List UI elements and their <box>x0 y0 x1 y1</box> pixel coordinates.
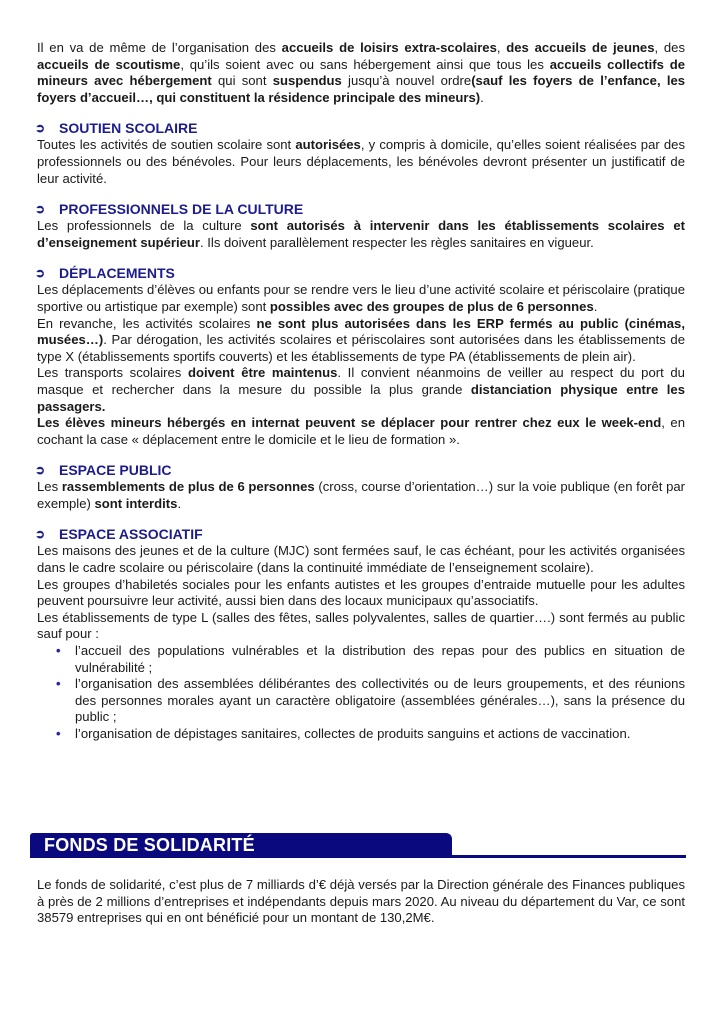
list-item-text: l’organisation de dépistages sanitaires, collectes de produits sanguins et actions de vaccination. <box>75 726 631 741</box>
section-espace-associatif <box>37 526 685 742</box>
bold-text: des accueils de jeunes <box>506 40 655 55</box>
bold-text: ne sont plus autorisées dans les ERP fermés au public (cinémas, musées…) <box>37 315 685 348</box>
bold-text: sont interdits <box>94 495 178 511</box>
text-run: Toutes les activités de soutien scolaire sont <box>37 137 296 153</box>
bold-text: distanciation physique entre les passagers. <box>37 381 685 414</box>
bullet-list <box>37 643 685 743</box>
text-run: Les déplacements d’élèves ou enfants pour se rendre vers le lieu d’une activité scolaire et périscolaire (pratique sportive ou artistique par exemple) sont <box>37 282 685 314</box>
bold-text: (sauf les foyers de l’enfance, les foyers d’accueil…, qui constituent la résidence principale des mineurs) <box>37 73 686 105</box>
list-item <box>56 676 685 726</box>
section-heading <box>37 526 685 543</box>
banner-title: FONDS DE SOLIDARITÉ <box>44 835 255 855</box>
text-run: Il en va de même de l’organisation des <box>37 40 282 55</box>
section-paragraph <box>37 316 685 366</box>
text-run: , y compris à domicile, qu’elles soient réalisées par des professionnels ou des bénévoles. Pour leurs déplacements, les bénévoles devront présenter un justificatif de leur activité. <box>37 137 685 186</box>
section-heading-text: ESPACE ASSOCIATIF <box>59 526 203 543</box>
text-run: , <box>496 40 507 55</box>
section-heading-text: DÉPLACEMENTS <box>59 265 175 282</box>
section-heading <box>37 265 685 282</box>
section-paragraph <box>37 577 685 610</box>
section-paragraph <box>37 282 685 315</box>
section-heading <box>37 462 685 479</box>
arrow-right-circle-icon: ➲ <box>35 266 46 281</box>
section-soutien-scolaire <box>37 120 685 187</box>
section-heading-text: PROFESSIONNELS DE LA CULTURE <box>59 201 304 218</box>
arrow-right-circle-icon: ➲ <box>35 202 46 217</box>
banner-underline <box>30 855 686 858</box>
bold-text: doivent être maintenus <box>187 365 338 381</box>
section-heading-text: ESPACE PUBLIC <box>59 462 172 479</box>
bold-text: accueils de scoutisme <box>37 56 181 72</box>
banner-block <box>30 833 452 857</box>
section-paragraph <box>37 543 685 576</box>
arrow-right-circle-icon: ➲ <box>35 463 46 478</box>
text-run: En revanche, les activités scolaires <box>37 315 257 331</box>
bold-text: rassemblements de plus de 6 personnes <box>61 479 315 495</box>
bold-text: accueils collectifs de mineurs avec hébergement <box>37 56 685 89</box>
text-run: Les transports scolaires <box>37 365 188 381</box>
list-item <box>56 643 685 676</box>
list-item-text: l’accueil des populations vulnérables et la distribution des repas pour des publics en situation de vulnérabilité ; <box>75 643 685 675</box>
text-run: . <box>480 89 484 105</box>
bold-text: Les élèves mineurs hébergés en internat peuvent se déplacer pour rentrer chez eux le week-end <box>37 415 662 431</box>
section-banner <box>30 833 686 859</box>
text-run: Les établissements de type L (salles des fêtes, salles polyvalentes, salles de quartier….) sont fermés au public sauf pour : <box>37 609 685 642</box>
document-body <box>37 40 685 743</box>
section-paragraph <box>37 610 685 643</box>
bold-text: accueils de loisirs extra-scolaires <box>281 40 497 55</box>
list-item <box>56 726 685 743</box>
section-espace-public <box>37 462 685 512</box>
text-run: Les <box>37 479 62 495</box>
text-run: Les maisons des jeunes et de la culture (MJC) sont fermées sauf, le cas échéant, pour les activités organisées dans le cadre scolaire ou périscolaire (dans la continuité immédiate de l’enseignement scolaire). <box>37 543 685 576</box>
bold-text: sont autorisés à intervenir dans les établissements scolaires et d’enseignement supérieur <box>37 218 685 250</box>
list-item-text: l’organisation des assemblées délibérantes des collectivités ou de leurs groupements, et des réunions des personnes morales ayant un caractère obligatoire (assemblées générales…), sans la présence du public ; <box>75 676 685 725</box>
bullet-icon: • <box>56 643 61 659</box>
text-run: . Ils doivent parallèlement respecter les règles sanitaires en vigueur. <box>200 234 594 250</box>
section-heading <box>37 201 685 218</box>
section-déplacements <box>37 265 685 448</box>
section-paragraph <box>37 415 685 448</box>
text-run: , qu’ils soient avec ou sans hébergement ainsi que tous les <box>180 56 550 72</box>
text-run: (cross, course d’orientation…) sur la voie publique (en forêt par exemple) <box>37 479 686 511</box>
text-run: jusqu’à nouvel ordre <box>341 73 472 89</box>
text-run: . <box>593 298 598 314</box>
sections-container <box>37 120 685 742</box>
text-run: qui sont <box>211 73 273 89</box>
text-run: Les groupes d’habiletés sociales pour les enfants autistes et les groupes d’entraide mutuelle pour les adultes peuvent poursuivre leur activité, aussi bien dans des locaux municipaux qu’associatifs. <box>37 576 685 609</box>
section-heading-text: SOUTIEN SCOLAIRE <box>59 120 198 137</box>
text-run: . Par dérogation, les activités scolaires et périscolaires sont autorisées dans les établissements de type X (établissements sportifs couverts) et les établissements de type PA (établissements de plein air). <box>37 332 685 364</box>
section-paragraph <box>37 479 685 512</box>
section-heading <box>37 120 685 137</box>
text-run: . <box>177 495 182 511</box>
text-run: Les professionnels de la culture <box>37 218 251 234</box>
arrow-right-circle-icon: ➲ <box>35 121 46 136</box>
section-paragraph <box>37 137 685 187</box>
section-professionnels-de-la-culture <box>37 201 685 251</box>
section-paragraph <box>37 365 685 415</box>
bold-text: autorisées <box>295 137 361 153</box>
fonds-paragraph: Le fonds de solidarité, c’est plus de 7 milliards d’€ déjà versés par la Direction générale des Finances publiques à près de 2 millions d’entreprises et indépendants depuis mars 2020. Au niveau du département du Var, ce sont 38579 entreprises qui en ont bénéficié pour un montant de 130,2M€. <box>37 877 685 926</box>
intro-paragraph <box>37 40 685 106</box>
bold-text: possibles avec des groupes de plus de 6 personnes <box>269 298 594 314</box>
text-run: , en cochant la case « déplacement entre le domicile et le lieu de formation ». <box>37 415 685 447</box>
text-run: . Il convient néanmoins de veiller au respect du port du masque et rechercher dans la mesure du possible la plus grande <box>37 365 685 397</box>
section-paragraph <box>37 218 685 251</box>
bullet-icon: • <box>56 676 61 692</box>
text-run: , des <box>654 40 686 55</box>
bold-text: suspendus <box>272 73 342 89</box>
arrow-right-circle-icon: ➲ <box>35 527 46 542</box>
bullet-icon: • <box>56 726 61 741</box>
